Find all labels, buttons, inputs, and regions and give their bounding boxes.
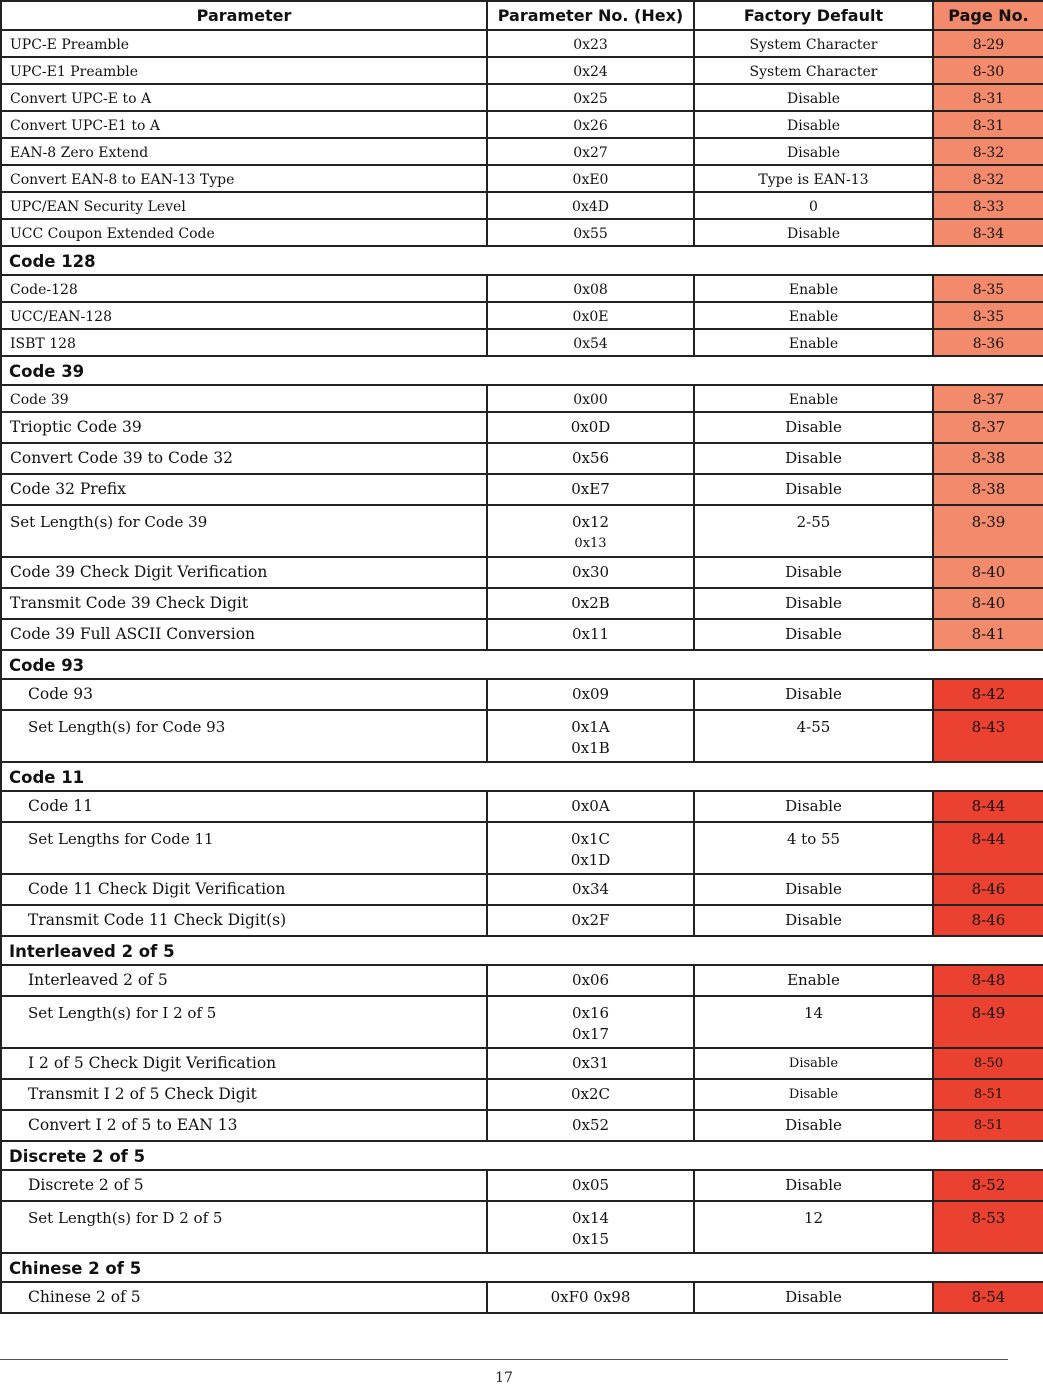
param-name: Code 39 bbox=[1, 385, 487, 412]
section-title: Code 128 bbox=[1, 246, 1043, 275]
header-parameter: Parameter bbox=[1, 1, 487, 30]
table-row bbox=[1, 1201, 1043, 1253]
param-hex-1: 0x1C bbox=[570, 830, 611, 848]
param-hex: 0x0E bbox=[487, 302, 694, 329]
table-row bbox=[1, 1110, 1043, 1141]
table-row bbox=[1, 30, 1043, 57]
param-default: 0 bbox=[694, 192, 933, 219]
param-hex: 0x4D bbox=[487, 192, 694, 219]
table-row bbox=[1, 505, 1043, 557]
param-default: 4-55 bbox=[694, 710, 933, 762]
param-hex: 0x00 bbox=[487, 385, 694, 412]
param-name: Code 11 Check Digit Verification bbox=[1, 874, 487, 905]
param-name: Code-128 bbox=[1, 275, 487, 302]
table-row bbox=[1, 965, 1043, 996]
param-default: 14 bbox=[694, 996, 933, 1048]
param-name: Convert Code 39 to Code 32 bbox=[1, 443, 487, 474]
param-hex-1: 0x12 bbox=[571, 513, 610, 531]
table-row bbox=[1, 165, 1043, 192]
param-hex: 0x25 bbox=[487, 84, 694, 111]
param-name: Transmit Code 11 Check Digit(s) bbox=[1, 905, 487, 936]
param-name: UPC/EAN Security Level bbox=[1, 192, 487, 219]
param-hex: 0x31 bbox=[487, 1048, 694, 1079]
param-name: ISBT 128 bbox=[1, 329, 487, 356]
page-ref: 8-40 bbox=[933, 557, 1043, 588]
table-row bbox=[1, 1282, 1043, 1313]
page-ref: 8-54 bbox=[933, 1282, 1043, 1313]
param-hex: 0x24 bbox=[487, 57, 694, 84]
section-title: Code 39 bbox=[1, 356, 1043, 385]
table-row bbox=[1, 329, 1043, 356]
page-ref: 8-48 bbox=[933, 965, 1043, 996]
section-header-code-93 bbox=[1, 650, 1043, 679]
page-ref: 8-46 bbox=[933, 905, 1043, 936]
param-name: UCC Coupon Extended Code bbox=[1, 219, 487, 246]
param-name: Interleaved 2 of 5 bbox=[1, 965, 487, 996]
param-name: UPC-E Preamble bbox=[1, 30, 487, 57]
param-name: Code 11 bbox=[1, 791, 487, 822]
page-ref: 8-46 bbox=[933, 874, 1043, 905]
param-default: Disable bbox=[694, 1079, 933, 1110]
param-hex bbox=[487, 1201, 694, 1253]
table-row bbox=[1, 385, 1043, 412]
param-hex: 0x55 bbox=[487, 219, 694, 246]
section-header-code-39 bbox=[1, 356, 1043, 385]
param-default: Disable bbox=[694, 874, 933, 905]
table-row bbox=[1, 302, 1043, 329]
param-default: Disable bbox=[694, 557, 933, 588]
section-header-code-128 bbox=[1, 246, 1043, 275]
param-hex-1: 0x1A bbox=[571, 718, 610, 736]
table-row bbox=[1, 791, 1043, 822]
param-name: Code 39 Check Digit Verification bbox=[1, 557, 487, 588]
param-hex bbox=[487, 505, 694, 557]
footer-divider bbox=[0, 1359, 1008, 1360]
page-ref: 8-44 bbox=[933, 822, 1043, 874]
param-name: Convert UPC-E1 to A bbox=[1, 111, 487, 138]
page-number: 17 bbox=[495, 1370, 513, 1386]
page-ref: 8-51 bbox=[933, 1110, 1043, 1141]
table-row bbox=[1, 84, 1043, 111]
page-ref: 8-38 bbox=[933, 443, 1043, 474]
param-hex: 0xE0 bbox=[487, 165, 694, 192]
param-default: Disable bbox=[694, 679, 933, 710]
param-hex: 0x23 bbox=[487, 30, 694, 57]
page-ref: 8-40 bbox=[933, 588, 1043, 619]
param-hex-2: 0x1B bbox=[571, 739, 610, 757]
table-row bbox=[1, 412, 1043, 443]
param-name: UPC-E1 Preamble bbox=[1, 57, 487, 84]
param-name: Chinese 2 of 5 bbox=[1, 1282, 487, 1313]
page-ref: 8-32 bbox=[933, 165, 1043, 192]
param-default: Enable bbox=[694, 302, 933, 329]
param-hex-2: 0x13 bbox=[574, 536, 607, 551]
table-row bbox=[1, 138, 1043, 165]
section-header-chinese-2-of-5 bbox=[1, 1253, 1043, 1282]
param-hex-1: 0x16 bbox=[571, 1004, 610, 1022]
param-default: Disable bbox=[694, 111, 933, 138]
param-default: Enable bbox=[694, 965, 933, 996]
param-name: Convert UPC-E to A bbox=[1, 84, 487, 111]
param-name: Set Length(s) for I 2 of 5 bbox=[1, 996, 487, 1048]
param-default: Disable bbox=[694, 443, 933, 474]
param-default: Disable bbox=[694, 219, 933, 246]
header-param-no: Parameter No. (Hex) bbox=[487, 1, 694, 30]
table-row bbox=[1, 619, 1043, 650]
param-hex bbox=[487, 822, 694, 874]
page-ref: 8-29 bbox=[933, 30, 1043, 57]
table-row bbox=[1, 996, 1043, 1048]
page-ref: 8-31 bbox=[933, 84, 1043, 111]
param-default: Enable bbox=[694, 385, 933, 412]
param-default: 4 to 55 bbox=[694, 822, 933, 874]
param-hex: 0x54 bbox=[487, 329, 694, 356]
table-row bbox=[1, 557, 1043, 588]
param-default: Disable bbox=[694, 791, 933, 822]
param-hex: 0x09 bbox=[487, 679, 694, 710]
table-row bbox=[1, 679, 1043, 710]
page-ref: 8-50 bbox=[933, 1048, 1043, 1079]
param-name: Transmit I 2 of 5 Check Digit bbox=[1, 1079, 487, 1110]
param-name: Transmit Code 39 Check Digit bbox=[1, 588, 487, 619]
table-row bbox=[1, 443, 1043, 474]
table-row bbox=[1, 275, 1043, 302]
param-name: Trioptic Code 39 bbox=[1, 412, 487, 443]
param-name: Set Lengths for Code 11 bbox=[1, 822, 487, 874]
table-row bbox=[1, 57, 1043, 84]
table-row bbox=[1, 905, 1043, 936]
param-name: Set Length(s) for Code 93 bbox=[1, 710, 487, 762]
param-default: System Character bbox=[694, 57, 933, 84]
page-ref: 8-42 bbox=[933, 679, 1043, 710]
param-hex: 0xF0 0x98 bbox=[487, 1282, 694, 1313]
param-name: I 2 of 5 Check Digit Verification bbox=[1, 1048, 487, 1079]
table-row bbox=[1, 710, 1043, 762]
param-default: Enable bbox=[694, 275, 933, 302]
param-hex: 0x2F bbox=[487, 905, 694, 936]
section-header-code-11 bbox=[1, 762, 1043, 791]
section-title: Code 11 bbox=[1, 762, 1043, 791]
param-default: 12 bbox=[694, 1201, 933, 1253]
param-default: Disable bbox=[694, 138, 933, 165]
page-ref: 8-51 bbox=[933, 1079, 1043, 1110]
param-default: Disable bbox=[694, 1110, 933, 1141]
page-ref: 8-32 bbox=[933, 138, 1043, 165]
page-ref: 8-43 bbox=[933, 710, 1043, 762]
header-page-no: Page No. bbox=[933, 1, 1043, 30]
param-hex: 0x0A bbox=[487, 791, 694, 822]
table-row bbox=[1, 474, 1043, 505]
param-name: Code 93 bbox=[1, 679, 487, 710]
param-default: System Character bbox=[694, 30, 933, 57]
header-row bbox=[1, 1, 1043, 30]
table-row bbox=[1, 1048, 1043, 1079]
param-default: Disable bbox=[694, 1048, 933, 1079]
param-default: Type is EAN-13 bbox=[694, 165, 933, 192]
param-hex: 0x2C bbox=[487, 1079, 694, 1110]
param-hex-1: 0x14 bbox=[571, 1209, 610, 1227]
param-hex bbox=[487, 996, 694, 1048]
param-hex: 0x52 bbox=[487, 1110, 694, 1141]
page-ref: 8-41 bbox=[933, 619, 1043, 650]
page-ref: 8-30 bbox=[933, 57, 1043, 84]
param-hex: 0x30 bbox=[487, 557, 694, 588]
param-hex bbox=[487, 710, 694, 762]
page-ref: 8-52 bbox=[933, 1170, 1043, 1201]
section-header-discrete-2-of-5 bbox=[1, 1141, 1043, 1170]
param-hex: 0x06 bbox=[487, 965, 694, 996]
param-hex: 0x05 bbox=[487, 1170, 694, 1201]
table-row bbox=[1, 874, 1043, 905]
param-default: Disable bbox=[694, 1170, 933, 1201]
param-name: EAN-8 Zero Extend bbox=[1, 138, 487, 165]
param-hex: 0x27 bbox=[487, 138, 694, 165]
param-name: Set Length(s) for Code 39 bbox=[1, 505, 487, 557]
page-ref: 8-35 bbox=[933, 275, 1043, 302]
page-ref: 8-33 bbox=[933, 192, 1043, 219]
table-row bbox=[1, 219, 1043, 246]
param-default: Disable bbox=[694, 588, 933, 619]
param-default: Enable bbox=[694, 329, 933, 356]
page-ref: 8-36 bbox=[933, 329, 1043, 356]
table-row bbox=[1, 1079, 1043, 1110]
param-hex: 0x0D bbox=[487, 412, 694, 443]
page-ref: 8-49 bbox=[933, 996, 1043, 1048]
param-hex-2: 0x1D bbox=[570, 851, 611, 869]
param-name: UCC/EAN-128 bbox=[1, 302, 487, 329]
param-hex: 0x2B bbox=[487, 588, 694, 619]
page-ref: 8-37 bbox=[933, 385, 1043, 412]
param-name: Convert I 2 of 5 to EAN 13 bbox=[1, 1110, 487, 1141]
param-default: Disable bbox=[694, 474, 933, 505]
page-ref: 8-44 bbox=[933, 791, 1043, 822]
param-hex-2: 0x15 bbox=[571, 1230, 610, 1248]
table-row bbox=[1, 822, 1043, 874]
param-hex: 0x11 bbox=[487, 619, 694, 650]
param-default: Disable bbox=[694, 412, 933, 443]
section-title: Discrete 2 of 5 bbox=[1, 1141, 1043, 1170]
page-ref: 8-35 bbox=[933, 302, 1043, 329]
page-ref: 8-31 bbox=[933, 111, 1043, 138]
param-hex: 0x34 bbox=[487, 874, 694, 905]
param-default: Disable bbox=[694, 905, 933, 936]
param-default: 2-55 bbox=[694, 505, 933, 557]
section-title: Chinese 2 of 5 bbox=[1, 1253, 1043, 1282]
page-ref: 8-37 bbox=[933, 412, 1043, 443]
header-factory-default: Factory Default bbox=[694, 1, 933, 30]
table-row bbox=[1, 588, 1043, 619]
section-title: Interleaved 2 of 5 bbox=[1, 936, 1043, 965]
param-hex: 0x56 bbox=[487, 443, 694, 474]
section-title: Code 93 bbox=[1, 650, 1043, 679]
page-ref: 8-38 bbox=[933, 474, 1043, 505]
param-hex-2: 0x17 bbox=[571, 1025, 610, 1043]
param-name: Convert EAN-8 to EAN-13 Type bbox=[1, 165, 487, 192]
param-default: Disable bbox=[694, 619, 933, 650]
param-hex: 0xE7 bbox=[487, 474, 694, 505]
param-default: Disable bbox=[694, 84, 933, 111]
param-default: Disable bbox=[694, 1282, 933, 1313]
section-header-interleaved-2-of-5 bbox=[1, 936, 1043, 965]
param-name: Set Length(s) for D 2 of 5 bbox=[1, 1201, 487, 1253]
table-row bbox=[1, 111, 1043, 138]
param-name: Discrete 2 of 5 bbox=[1, 1170, 487, 1201]
page-ref: 8-53 bbox=[933, 1201, 1043, 1253]
page-ref: 8-39 bbox=[933, 505, 1043, 557]
param-name: Code 32 Prefix bbox=[1, 474, 487, 505]
param-hex: 0x26 bbox=[487, 111, 694, 138]
param-name: Code 39 Full ASCII Conversion bbox=[1, 619, 487, 650]
param-hex: 0x08 bbox=[487, 275, 694, 302]
table-row bbox=[1, 1170, 1043, 1201]
page-ref: 8-34 bbox=[933, 219, 1043, 246]
table-row bbox=[1, 192, 1043, 219]
